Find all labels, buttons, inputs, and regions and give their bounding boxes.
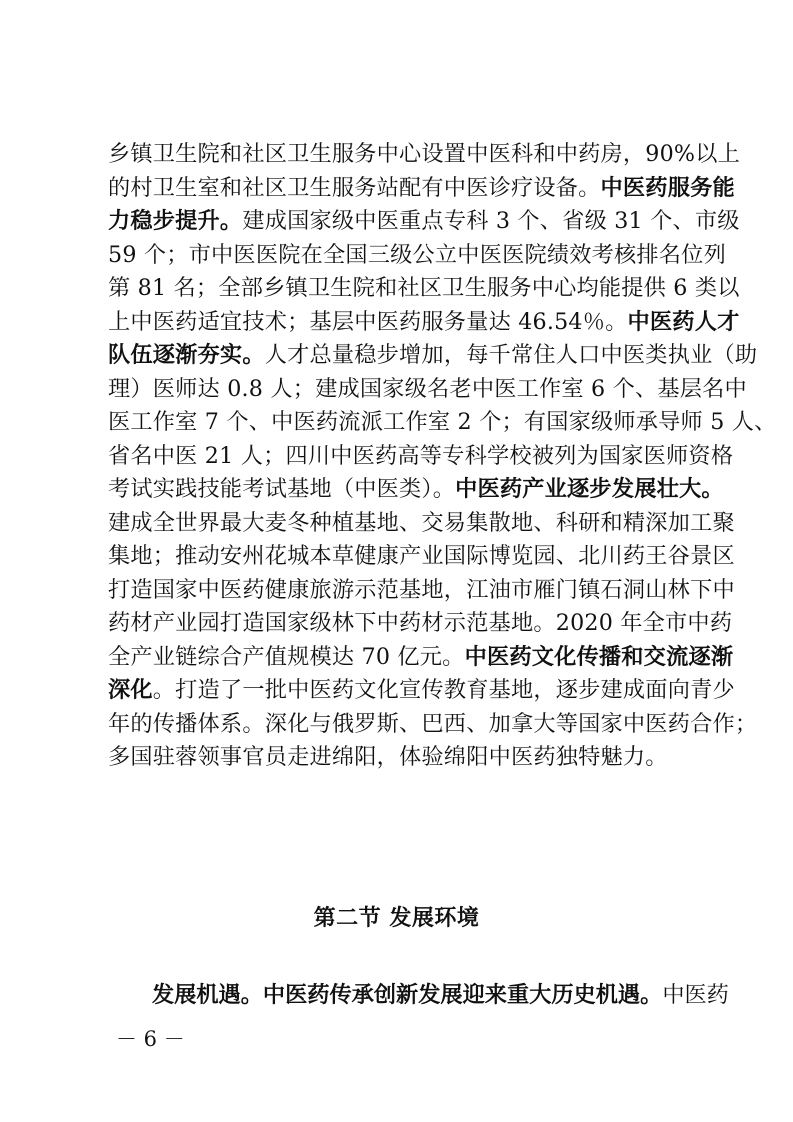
bold-text: 队伍逐渐夯实。 xyxy=(108,342,265,368)
text-line xyxy=(108,540,735,574)
body-text: 考试实践技能考试基地（中医类）。 xyxy=(108,476,456,502)
page-number: － 6 － xyxy=(116,1027,185,1051)
text-line xyxy=(108,473,724,507)
text-line xyxy=(108,205,740,239)
text-line xyxy=(108,507,735,541)
text-line xyxy=(108,674,735,708)
text-line xyxy=(108,138,740,172)
body-text: 医工作室 7 个、中医药流派工作室 2 个；有国家级师承导师 5 人、 xyxy=(108,409,777,435)
body-text: 。打造了一批中医药文化宣传教育基地，逐步建成面向青少 xyxy=(152,677,735,703)
opportunity-text: 中医药 xyxy=(662,982,729,1008)
text-line xyxy=(108,708,758,742)
body-text: 集地；推动安州花城本草健康产业国际博览园、北川药王谷景区 xyxy=(108,543,735,569)
opportunity-paragraph xyxy=(108,979,729,1012)
bold-text: 中医药产业逐步发展壮大。 xyxy=(455,476,724,502)
body-text: 上中医药适宜技术；基层中医药服务量达 46.54％。 xyxy=(108,308,628,335)
bold-text: 中医药服务能 xyxy=(600,174,735,201)
body-paragraph xyxy=(108,138,777,775)
body-text: 建成全世界最大麦冬种植基地、交易集散地、科研和精深加工聚 xyxy=(108,509,735,536)
body-text: 药材产业园打造国家级林下中药材示范基地。2020 年全市中药 xyxy=(108,610,733,636)
text-line xyxy=(108,339,758,373)
body-text: 第 81 名；全部乡镇卫生院和社区卫生服务中心均能提供 6 类以 xyxy=(108,275,740,301)
text-line xyxy=(108,239,726,273)
body-text: 人才总量稳步增加，每千常住人口中医类执业（助 xyxy=(264,342,758,368)
body-text: 理）医师达 0.8 人；建成国家级名老中医工作室 6 个、基层名中 xyxy=(108,375,747,402)
body-text: 建成国家级中医重点专科 3 个、省级 31 个、市级 xyxy=(242,208,740,234)
text-line xyxy=(108,741,700,775)
text-line xyxy=(108,306,740,340)
opportunity-bold-text: 发展机遇。中医药传承创新发展迎来重大历史机遇。 xyxy=(152,982,663,1008)
body-text: 全产业链综合产值规模达 70 亿元。 xyxy=(108,643,465,670)
body-text: 59 个；市中医医院在全国三级公立中医医院绩效考核排名位列 xyxy=(108,241,726,268)
text-line xyxy=(108,641,734,675)
section-heading: 第二节 发展环境 xyxy=(313,906,480,931)
body-text: 打造国家中医药健康旅游示范基地，江油市雁门镇石洞山林下中 xyxy=(108,576,735,603)
text-line xyxy=(108,373,747,407)
text-line xyxy=(108,440,734,474)
bold-text: 中医药人才 xyxy=(627,308,740,335)
bold-text: 力稳步提升。 xyxy=(108,208,243,234)
text-line xyxy=(108,172,735,206)
bold-text: 深化 xyxy=(108,677,153,703)
text-line xyxy=(108,272,740,306)
body-text: 的村卫生室和社区卫生服务站配有中医诊疗设备。 xyxy=(108,174,601,201)
bold-text: 中医药文化传播和交流逐渐 xyxy=(464,643,734,670)
text-line xyxy=(108,607,733,641)
body-text: 乡镇卫生院和社区卫生服务中心设置中医科和中药房，90%以上 xyxy=(108,141,740,167)
text-line xyxy=(108,406,777,440)
body-text: 多国驻蓉领事官员走进绵阳，体验绵阳中医药独特魅力。 xyxy=(108,744,668,770)
body-text: 省名中医 21 人；四川中医药高等专科学校被列为国家医师资格 xyxy=(108,442,734,469)
text-line xyxy=(108,574,735,608)
body-text: 年的传播体系。深化与俄罗斯、巴西、加拿大等国家中医药合作； xyxy=(108,710,758,737)
